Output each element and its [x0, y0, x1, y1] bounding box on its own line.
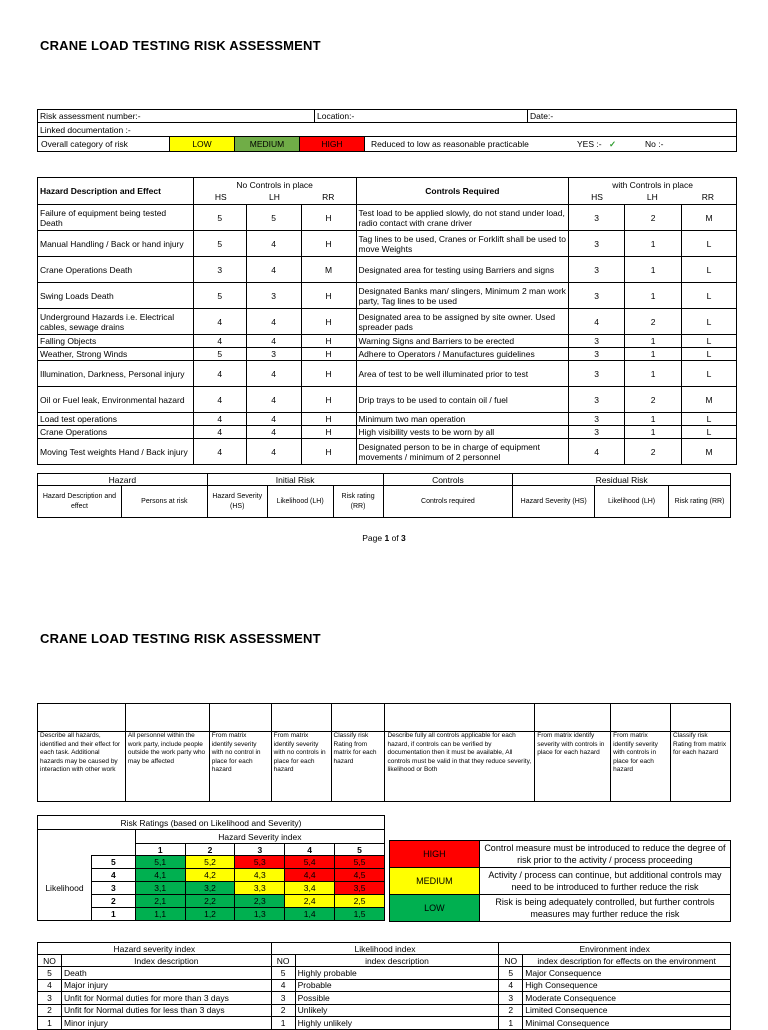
guidance-cell: All personnel within the work party, include people outside the work party who may be affected: [125, 732, 209, 802]
hazard-cell: Crane Operations: [38, 426, 194, 439]
rr-cell: H: [301, 387, 356, 413]
likelihood-value: 3: [91, 882, 135, 895]
rr-header: RR: [322, 192, 335, 202]
hazard-cell: Swing Loads Death: [38, 283, 194, 309]
hs-cell: 4: [193, 439, 246, 465]
col-hazard-description: Hazard Description and effect: [38, 486, 122, 518]
severity-no: 2: [38, 1004, 62, 1017]
residual-lh-cell: 2: [625, 205, 682, 231]
residual-hs-cell: 3: [569, 387, 625, 413]
severity-desc: Unfit for Normal duties for less than 3 days: [61, 1004, 271, 1017]
likelihood-desc: Highly probable: [295, 967, 499, 980]
residual-risk-group: Residual Risk: [513, 474, 731, 486]
risk-high-badge: HIGH: [299, 137, 365, 151]
rr-cell: H: [301, 205, 356, 231]
matrix-cell: 5,2: [185, 856, 235, 869]
residual-rr-cell: L: [682, 361, 737, 387]
severity-col-header: 2: [185, 844, 235, 856]
col-residual-likelihood: Likelihood (LH): [595, 486, 669, 518]
location-label: Location:-: [315, 110, 528, 123]
residual-rr-cell: M: [682, 205, 737, 231]
matrix-cell: 5,4: [285, 856, 335, 869]
residual-rr-cell: L: [682, 348, 737, 361]
rr-cell: H: [301, 348, 356, 361]
legend-text: Control measure must be introduced to reduce the degree of risk prior to the activity / process proceeding: [479, 841, 730, 868]
severity-desc: Minor injury: [61, 1017, 271, 1030]
residual-hs-cell: 3: [569, 413, 625, 426]
residual-lh-cell: 1: [625, 231, 682, 257]
index-row: [38, 1017, 731, 1030]
legend-label: LOW: [390, 895, 480, 922]
matrix-cell: 3,4: [285, 882, 335, 895]
table-row: [38, 361, 737, 387]
control-cell: High visibility vests to be worn by all: [356, 426, 569, 439]
likelihood-no: 4: [271, 979, 295, 992]
col-likelihood: Likelihood (LH): [267, 486, 333, 518]
severity-no: 5: [38, 967, 62, 980]
guidance-cell: Classify risk Rating from matrix for each hazard: [671, 732, 731, 802]
rr-cell: H: [301, 426, 356, 439]
hazard-header: Hazard Description and Effect: [38, 178, 194, 205]
environment-desc: Limited Consequence: [523, 1004, 731, 1017]
environment-index-title: Environment index: [499, 943, 731, 955]
likelihood-desc: Probable: [295, 979, 499, 992]
col-residual-severity: Hazard Severity (HS): [513, 486, 595, 518]
matrix-cell: 3,1: [135, 882, 185, 895]
hazard-cell: Illumination, Darkness, Personal injury: [38, 361, 194, 387]
matrix-cell: 4,1: [135, 869, 185, 882]
legend-header-table: [37, 473, 731, 518]
matrix-cell: 2,4: [285, 895, 335, 908]
hazard-cell: Crane Operations Death: [38, 257, 194, 283]
table-row: [38, 205, 737, 231]
hazard-cell: Load test operations: [38, 413, 194, 426]
no-header: NO: [271, 955, 295, 967]
environment-no: 4: [499, 979, 523, 992]
severity-index-label: Hazard Severity index: [135, 830, 384, 844]
lh-cell: 4: [246, 231, 301, 257]
residual-hs-cell: 3: [569, 283, 625, 309]
environment-no: 3: [499, 992, 523, 1005]
lh-cell: 4: [246, 309, 301, 335]
residual-hs-cell: 3: [569, 361, 625, 387]
severity-col-header: 1: [135, 844, 185, 856]
likelihood-value: 2: [91, 895, 135, 908]
likelihood-no: 1: [271, 1017, 295, 1030]
likelihood-value: 4: [91, 869, 135, 882]
matrix-cell: 4,5: [335, 869, 385, 882]
severity-col-header: 3: [235, 844, 285, 856]
page-number: Page 1 of 3: [362, 533, 406, 543]
table-row: [38, 348, 737, 361]
risk-number-label: Risk assessment number:-: [38, 110, 315, 123]
hs-cell: 4: [193, 309, 246, 335]
severity-desc: Death: [61, 967, 271, 980]
residual-lh-cell: 1: [625, 426, 682, 439]
index-row: [38, 967, 731, 980]
hs-header: HS: [214, 192, 227, 202]
lh-cell: 4: [246, 335, 301, 348]
environment-desc: Major Consequence: [523, 967, 731, 980]
likelihood-index-title: Likelihood index: [271, 943, 499, 955]
hazard-cell: Oil or Fuel leak, Environmental hazard: [38, 387, 194, 413]
guidance-cell: Classify risk Rating from matrix for each hazard: [331, 732, 385, 802]
residual-rr-cell: L: [682, 231, 737, 257]
index-row: [38, 979, 731, 992]
reduced-label: Reduced to low as reasonable practicable: [371, 139, 529, 149]
matrix-cell: 1,2: [185, 908, 235, 921]
page-title-2: CRANE LOAD TESTING RISK ASSESSMENT: [40, 631, 321, 646]
likelihood-desc-header: index description: [295, 955, 499, 967]
control-cell: Area of test to be well illuminated prior to test: [356, 361, 569, 387]
lh-cell: 4: [246, 413, 301, 426]
residual-lh-cell: 1: [625, 413, 682, 426]
likelihood-desc: Highly unlikely: [295, 1017, 499, 1030]
rr-header: RR: [701, 192, 715, 202]
matrix-cell: 3,2: [185, 882, 235, 895]
rr-cell: H: [301, 335, 356, 348]
environment-no: 5: [499, 967, 523, 980]
rr-cell: H: [301, 361, 356, 387]
control-cell: Tag lines to be used, Cranes or Forklift shall be used to move Weights: [356, 231, 569, 257]
matrix-cell: 3,3: [235, 882, 285, 895]
control-cell: Designated area for testing using Barriers and signs: [356, 257, 569, 283]
table-row: [38, 335, 737, 348]
control-cell: Designated person to be in charge of equipment movements / minimum of 2 personnel: [356, 439, 569, 465]
overall-risk-label: Overall category of risk: [41, 139, 128, 149]
rr-cell: H: [301, 283, 356, 309]
severity-no: 1: [38, 1017, 62, 1030]
environment-desc: Minimal Consequence: [523, 1017, 731, 1030]
severity-desc: Major injury: [61, 979, 271, 992]
residual-hs-cell: 3: [569, 231, 625, 257]
risk-low-badge: LOW: [169, 137, 234, 151]
severity-desc: Unfit for Normal duties for more than 3 days: [61, 992, 271, 1005]
matrix-title: Risk Ratings (based on Likelihood and Severity): [38, 816, 385, 830]
legend-row: [390, 868, 731, 895]
index-table: [37, 942, 731, 1030]
control-cell: Designated Banks man/ slingers, Minimum 2 man work party, Tag lines to be used: [356, 283, 569, 309]
table-row: [38, 413, 737, 426]
col-persons-at-risk: Persons at risk: [121, 486, 207, 518]
guidance-cell: Describe all hazards, identified and their effect for each task. Additional hazards may be caused by interaction with other work: [38, 732, 126, 802]
info-table: [37, 109, 737, 152]
check-icon: ✓: [609, 139, 617, 149]
risk-matrix: [37, 815, 385, 921]
table-row: [38, 257, 737, 283]
control-cell: Test load to be applied slowly, do not stand under load, radio contact with crane driver: [356, 205, 569, 231]
residual-lh-cell: 2: [625, 439, 682, 465]
environment-desc-header: index description for effects on the environment: [523, 955, 731, 967]
likelihood-no: 3: [271, 992, 295, 1005]
hazard-cell: Manual Handling / Back or hand injury: [38, 231, 194, 257]
residual-lh-cell: 2: [625, 309, 682, 335]
table-row: [38, 231, 737, 257]
matrix-cell: 4,4: [285, 869, 335, 882]
residual-rr-cell: L: [682, 257, 737, 283]
hs-cell: 4: [193, 387, 246, 413]
initial-risk-group: Initial Risk: [207, 474, 383, 486]
legend-text: Activity / process can continue, but additional controls may need to be introduced to further reduce the risk: [479, 868, 730, 895]
severity-col-header: 5: [335, 844, 385, 856]
environment-desc: Moderate Consequence: [523, 992, 731, 1005]
control-cell: Adhere to Operators / Manufactures guidelines: [356, 348, 569, 361]
matrix-cell: 2,2: [185, 895, 235, 908]
environment-no: 2: [499, 1004, 523, 1017]
control-cell: Warning Signs and Barriers to be erected: [356, 335, 569, 348]
residual-hs-cell: 3: [569, 348, 625, 361]
hazard-group: Hazard: [38, 474, 208, 486]
table-row: [38, 309, 737, 335]
matrix-cell: 2,5: [335, 895, 385, 908]
residual-hs-cell: 4: [569, 439, 625, 465]
matrix-cell: 3,5: [335, 882, 385, 895]
legend-label: MEDIUM: [390, 868, 480, 895]
matrix-cell: 1,4: [285, 908, 335, 921]
environment-no: 1: [499, 1017, 523, 1030]
rr-cell: H: [301, 309, 356, 335]
risk-legend: [389, 840, 731, 922]
severity-desc-header: Index description: [61, 955, 271, 967]
table-row: [38, 283, 737, 309]
residual-lh-cell: 1: [625, 335, 682, 348]
residual-hs-cell: 3: [569, 205, 625, 231]
rr-cell: H: [301, 413, 356, 426]
guidance-cell: From matrix identify severity with no controls in place for each hazard: [271, 732, 331, 802]
severity-no: 3: [38, 992, 62, 1005]
severity-index-title: Hazard severity index: [38, 943, 272, 955]
residual-rr-cell: M: [682, 387, 737, 413]
residual-rr-cell: L: [682, 335, 737, 348]
residual-rr-cell: L: [682, 426, 737, 439]
residual-lh-cell: 1: [625, 361, 682, 387]
lh-header: LH: [268, 192, 280, 202]
index-row: [38, 1004, 731, 1017]
legend-row: [390, 895, 731, 922]
date-label: Date:-: [528, 110, 737, 123]
likelihood-no: 2: [271, 1004, 295, 1017]
hs-cell: 4: [193, 361, 246, 387]
lh-cell: 4: [246, 387, 301, 413]
severity-col-header: 4: [285, 844, 335, 856]
matrix-cell: 5,5: [335, 856, 385, 869]
matrix-row: [38, 856, 385, 869]
table-row: [38, 439, 737, 465]
table-row: [38, 387, 737, 413]
likelihood-value: 5: [91, 856, 135, 869]
rr-cell: M: [301, 257, 356, 283]
matrix-cell: 2,3: [235, 895, 285, 908]
control-cell: Minimum two man operation: [356, 413, 569, 426]
hazard-cell: Underground Hazards i.e. Electrical cables, sewage drains: [38, 309, 194, 335]
col-controls-required: Controls required: [383, 486, 513, 518]
lh-cell: 3: [246, 348, 301, 361]
guidance-cell: Describe fully all controls applicable for each hazard, if controls can be verified by documentation then it must be available, All controls must be valid in that they reduce severity, likelihood or Both: [385, 732, 535, 802]
matrix-cell: 1,5: [335, 908, 385, 921]
matrix-cell: 5,3: [235, 856, 285, 869]
environment-desc: High Consequence: [523, 979, 731, 992]
matrix-cell: 1,1: [135, 908, 185, 921]
lh-cell: 5: [246, 205, 301, 231]
legend-label: HIGH: [390, 841, 480, 868]
hs-cell: 5: [193, 231, 246, 257]
residual-lh-cell: 2: [625, 387, 682, 413]
residual-hs-cell: 4: [569, 309, 625, 335]
residual-rr-cell: L: [682, 283, 737, 309]
hazard-cell: Weather, Strong Winds: [38, 348, 194, 361]
likelihood-desc: Unlikely: [295, 1004, 499, 1017]
lh-cell: 4: [246, 426, 301, 439]
residual-hs-cell: 3: [569, 335, 625, 348]
lh-header: LH: [646, 192, 658, 202]
rr-cell: H: [301, 231, 356, 257]
lh-cell: 3: [246, 283, 301, 309]
controls-group: Controls: [383, 474, 513, 486]
matrix-cell: 4,2: [185, 869, 235, 882]
likelihood-desc: Possible: [295, 992, 499, 1005]
matrix-cell: 5,1: [135, 856, 185, 869]
hazard-cell: Moving Test weights Hand / Back injury: [38, 439, 194, 465]
guidance-cell: From matrix identify severity with no control in place for each hazard: [209, 732, 271, 802]
risk-medium-badge: MEDIUM: [234, 137, 299, 151]
hs-cell: 5: [193, 348, 246, 361]
severity-no: 4: [38, 979, 62, 992]
hs-cell: 3: [193, 257, 246, 283]
residual-hs-cell: 3: [569, 426, 625, 439]
hazard-cell: Failure of equipment being tested Death: [38, 205, 194, 231]
lh-cell: 4: [246, 361, 301, 387]
guidance-cell: From matrix identify severity with controls in place for each hazard: [535, 732, 611, 802]
residual-lh-cell: 1: [625, 257, 682, 283]
likelihood-value: 1: [91, 908, 135, 921]
linked-docs-label: Linked documentation :-: [38, 123, 737, 137]
hs-cell: 4: [193, 335, 246, 348]
table-row: [38, 426, 737, 439]
lh-cell: 4: [246, 257, 301, 283]
with-controls-header: with Controls in place: [612, 180, 693, 190]
no-header: NO: [499, 955, 523, 967]
col-risk-rating: Risk rating (RR): [333, 486, 383, 518]
index-row: [38, 992, 731, 1005]
likelihood-no: 5: [271, 967, 295, 980]
residual-hs-cell: 3: [569, 257, 625, 283]
control-cell: Designated area to be assigned by site owner. Used spreader pads: [356, 309, 569, 335]
no-controls-header: No Controls in place: [236, 180, 313, 190]
legend-text: Risk is being adequately controlled, but further controls measures may further reduce the risk: [479, 895, 730, 922]
control-cell: Drip trays to be used to contain oil / fuel: [356, 387, 569, 413]
page-title: CRANE LOAD TESTING RISK ASSESSMENT: [40, 38, 321, 53]
residual-rr-cell: L: [682, 309, 737, 335]
hs-cell: 5: [193, 205, 246, 231]
matrix-cell: 1,3: [235, 908, 285, 921]
col-residual-risk-rating: Risk rating (RR): [669, 486, 731, 518]
residual-lh-cell: 1: [625, 283, 682, 309]
no-header: NO: [38, 955, 62, 967]
hazard-table: [37, 177, 737, 465]
hs-cell: 4: [193, 426, 246, 439]
guidance-table: [37, 703, 731, 802]
matrix-cell: 2,1: [135, 895, 185, 908]
matrix-cell: 4,3: [235, 869, 285, 882]
residual-lh-cell: 1: [625, 348, 682, 361]
guidance-cell: From matrix identify severity with controls in place for each hazard: [611, 732, 671, 802]
controls-header: Controls Required: [356, 178, 569, 205]
legend-row: [390, 841, 731, 868]
hs-header: HS: [591, 192, 603, 202]
residual-rr-cell: M: [682, 439, 737, 465]
yes-label: YES :-: [577, 139, 602, 149]
likelihood-label: Likelihood: [38, 856, 92, 921]
col-hazard-severity: Hazard Severity (HS): [207, 486, 267, 518]
rr-cell: H: [301, 439, 356, 465]
no-label: No :-: [645, 139, 664, 149]
hs-cell: 4: [193, 413, 246, 426]
lh-cell: 4: [246, 439, 301, 465]
hazard-cell: Falling Objects: [38, 335, 194, 348]
residual-rr-cell: L: [682, 413, 737, 426]
hs-cell: 5: [193, 283, 246, 309]
